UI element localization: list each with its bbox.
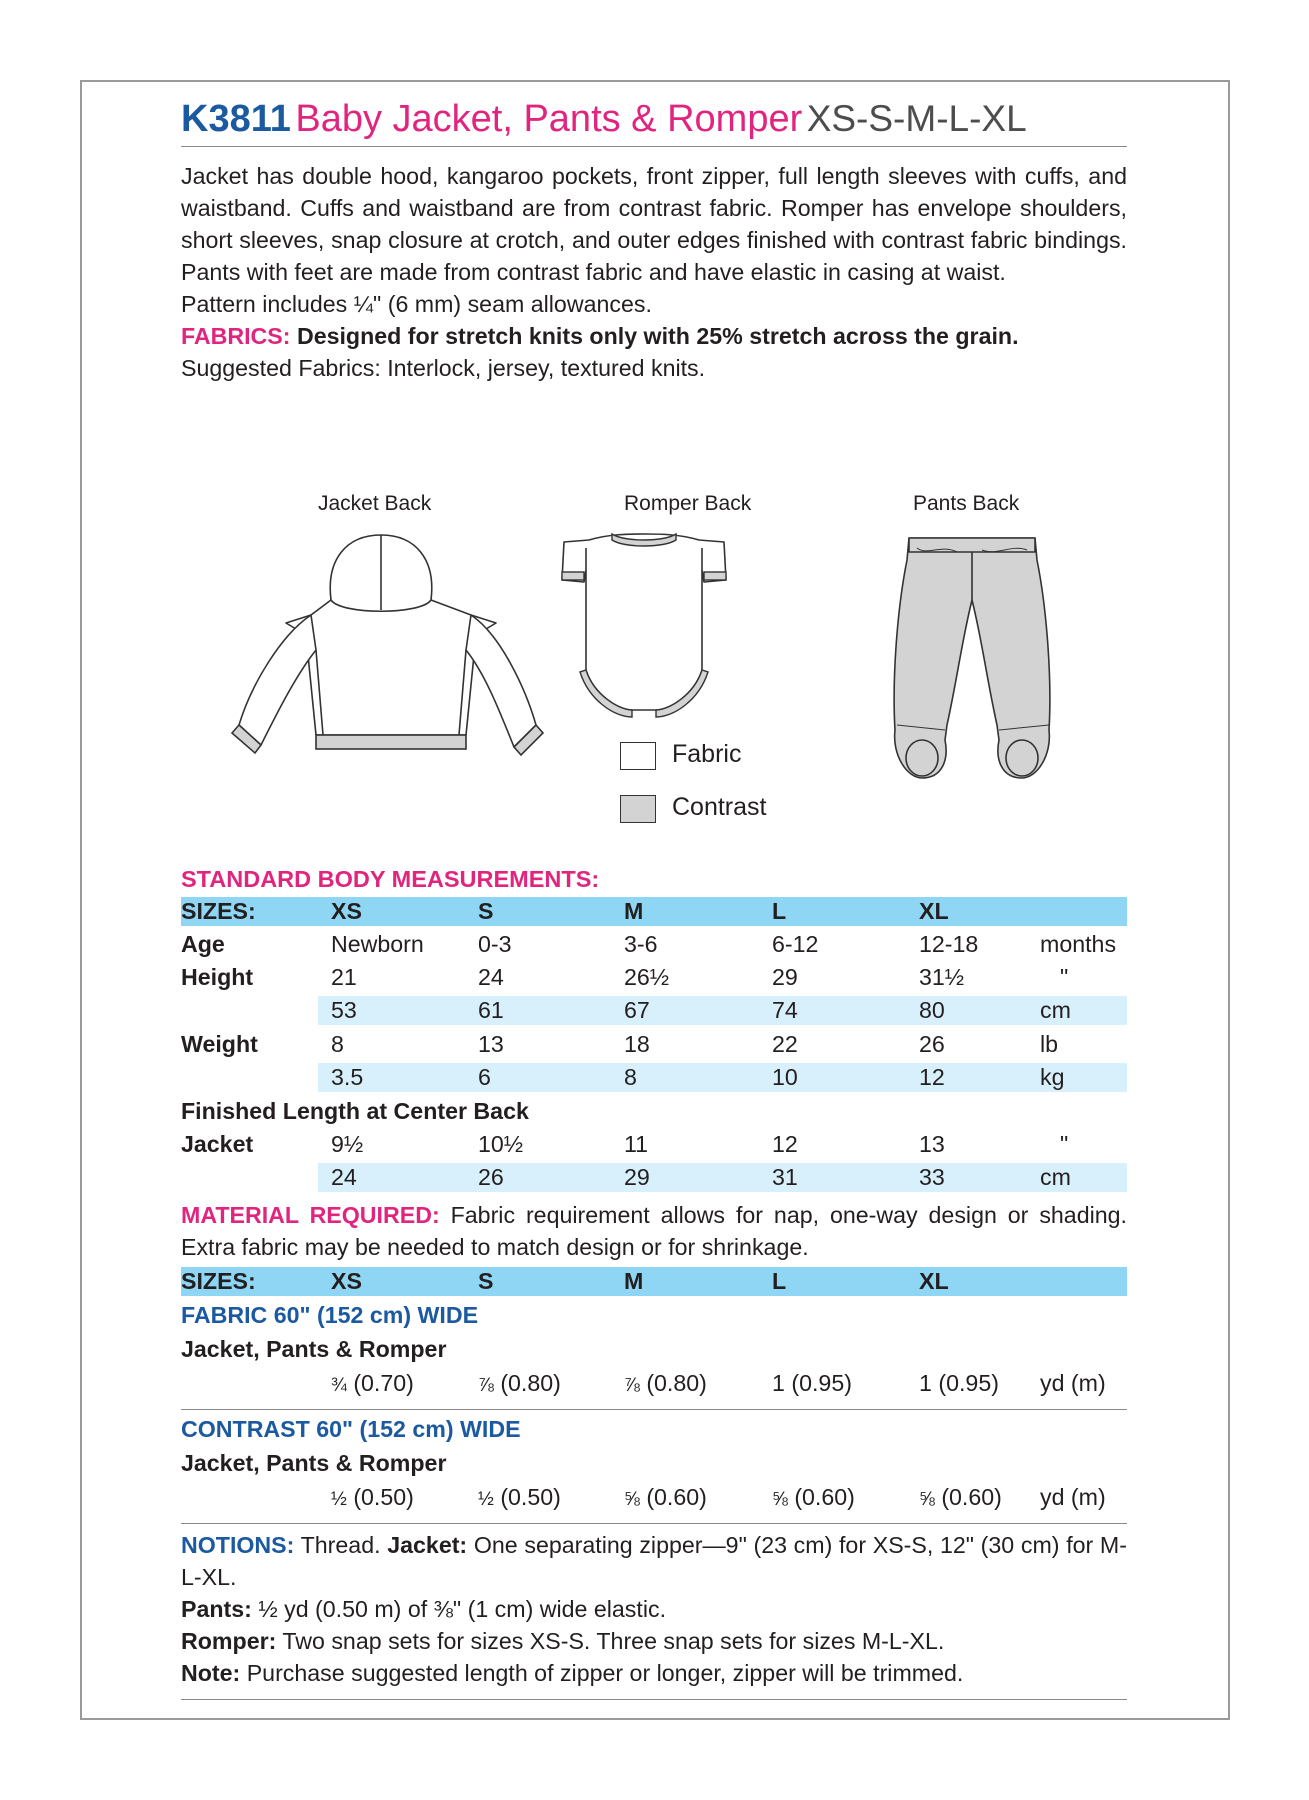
cell: 8 <box>331 1031 344 1057</box>
material-text: Fabric requirement allows for nap, one-way design or shading. Extra fabric may be needed to match design or for shrinkage. <box>181 1202 1127 1260</box>
legend-fabric-label: Fabric <box>672 740 742 768</box>
sizes-label: SIZES: <box>181 898 256 924</box>
pants-caption: Pants Back <box>913 492 1020 515</box>
cell: ⅞ (0.80) <box>478 1370 561 1396</box>
unit: months <box>1040 931 1117 957</box>
cell: 31 <box>772 1164 798 1190</box>
cell: 21 <box>331 964 357 990</box>
row-label: Height <box>181 964 254 990</box>
cell: 3-6 <box>624 931 658 957</box>
cell: 24 <box>331 1164 357 1190</box>
height-cm-row <box>318 996 1127 1025</box>
jacket-length-cm-row <box>318 1163 1127 1192</box>
size-m: M <box>624 898 644 924</box>
romper-back-drawing <box>544 530 744 730</box>
cell: 1 (0.95) <box>772 1370 852 1396</box>
cell: 67 <box>624 997 650 1023</box>
unit: " <box>1060 1131 1069 1157</box>
description-block <box>181 160 1127 384</box>
cell: ⅝ (0.60) <box>624 1484 707 1510</box>
cell: 26 <box>478 1164 504 1190</box>
cell: 8 <box>624 1064 637 1090</box>
size-s: S <box>478 898 494 924</box>
pattern-header <box>181 98 1127 147</box>
cell: 6 <box>478 1064 491 1090</box>
divider <box>181 1699 1127 1700</box>
cell: ⅝ (0.60) <box>919 1484 1002 1510</box>
weight-lb-row <box>181 1030 1127 1059</box>
measurements-title: STANDARD BODY MEASUREMENTS: <box>181 866 600 892</box>
contrast-item: Jacket, Pants & Romper <box>181 1450 447 1476</box>
size-m: M <box>624 1268 644 1294</box>
divider <box>181 1409 1127 1410</box>
fabric-heading: FABRIC 60" (152 cm) WIDE <box>181 1302 479 1328</box>
suggested-fabrics: Suggested Fabrics: Interlock, jersey, textured knits. <box>181 355 706 381</box>
cell: 24 <box>478 964 504 990</box>
unit: lb <box>1040 1031 1059 1057</box>
pattern-code: K3811 <box>181 98 291 140</box>
fabrics-text: Designed for stretch knits only with 25% stretch across the grain. <box>296 323 1019 349</box>
weight-kg-row <box>318 1063 1127 1092</box>
unit: kg <box>1040 1064 1065 1090</box>
height-in-row <box>181 963 1127 992</box>
size-xs: XS <box>331 898 362 924</box>
finished-length-heading: Finished Length at Center Back <box>181 1098 529 1124</box>
notions-pants: Pants: ½ yd (0.50 m) of ⅜" (1 cm) wide elastic. <box>181 1596 667 1622</box>
unit: yd (m) <box>1040 1370 1106 1396</box>
jacket-caption: Jacket Back <box>318 492 432 515</box>
cell: 53 <box>331 997 357 1023</box>
cell: 10½ <box>478 1131 524 1157</box>
pattern-title: Baby Jacket, Pants & Romper <box>295 98 803 140</box>
cell: 61 <box>478 997 504 1023</box>
cell: 9½ <box>331 1131 364 1157</box>
cell: ⅞ (0.80) <box>624 1370 707 1396</box>
cell: 29 <box>624 1164 650 1190</box>
unit: cm <box>1040 1164 1071 1190</box>
cell: 12-18 <box>919 931 979 957</box>
cell: 80 <box>919 997 945 1023</box>
cell: 74 <box>772 997 798 1023</box>
cell: 3.5 <box>331 1064 364 1090</box>
material-required <box>181 1199 1127 1263</box>
material-sizes-row <box>181 1267 1127 1296</box>
garment-description: Jacket has double hood, kangaroo pockets, front zipper, full length sleeves with cuffs, and waistband. Cuffs and waistband are from contrast fabric. Romper has envelope shoulders, short sleeves, snap closure at crotch, and outer edges finished with contrast fabric bindings. Pants with feet are made from contrast fabric and have elastic in casing at waist. <box>181 163 1127 285</box>
size-xs: XS <box>331 1268 362 1294</box>
divider <box>181 1523 1127 1524</box>
fabric-yardage-row <box>181 1369 1127 1398</box>
cell: 12 <box>772 1131 798 1157</box>
size-s: S <box>478 1268 494 1294</box>
legend-fabric-swatch <box>620 742 656 770</box>
jacket-length-in-row <box>181 1130 1127 1159</box>
row-label: Age <box>181 931 225 957</box>
notions-block <box>181 1529 1127 1689</box>
cell: 31½ <box>919 964 965 990</box>
notions-romper: Romper: Two snap sets for sizes XS-S. Three snap sets for sizes M-L-XL. <box>181 1628 945 1654</box>
cell: ⅝ (0.60) <box>772 1484 855 1510</box>
unit: yd (m) <box>1040 1484 1106 1510</box>
size-xl: XL <box>919 898 949 924</box>
sizes-label: SIZES: <box>181 1268 256 1294</box>
age-row <box>181 930 1127 959</box>
cell: 11 <box>624 1131 649 1157</box>
size-l: L <box>772 1268 787 1294</box>
sizes-header-row <box>181 897 1127 926</box>
row-label: Jacket <box>181 1131 254 1157</box>
seam-allowance: Pattern includes ¼" (6 mm) seam allowances. <box>181 291 652 317</box>
unit: " <box>1060 964 1069 990</box>
cell: Newborn <box>331 931 424 957</box>
cell: 26 <box>919 1031 945 1057</box>
cell: 13 <box>478 1031 504 1057</box>
unit: cm <box>1040 997 1071 1023</box>
material-label: MATERIAL REQUIRED: <box>181 1202 440 1228</box>
cell: 6-12 <box>772 931 819 957</box>
notions-label: NOTIONS: <box>181 1532 295 1558</box>
jacket-back-drawing <box>231 535 531 795</box>
cell: 26½ <box>624 964 670 990</box>
size-xl: XL <box>919 1268 949 1294</box>
cell: ½ (0.50) <box>331 1484 414 1510</box>
contrast-yardage-row <box>181 1483 1127 1512</box>
fabric-item: Jacket, Pants & Romper <box>181 1336 447 1362</box>
row-label: Weight <box>181 1031 258 1057</box>
legend-contrast-swatch <box>620 795 656 823</box>
cell: 13 <box>919 1131 945 1157</box>
notions-line: NOTIONS: Thread. Jacket: One separating zipper—9" (23 cm) for XS-S, 12" (30 cm) for M-L-XL. <box>181 1532 1127 1590</box>
cell: ½ (0.50) <box>478 1484 561 1510</box>
cell: 1 (0.95) <box>919 1370 999 1396</box>
romper-caption: Romper Back <box>624 492 752 515</box>
cell: 12 <box>919 1064 945 1090</box>
cell: 29 <box>772 964 798 990</box>
fabrics-line <box>181 320 1127 352</box>
size-l: L <box>772 898 787 924</box>
fabrics-label: FABRICS: <box>181 323 291 349</box>
cell: ¾ (0.70) <box>331 1370 414 1396</box>
cell: 10 <box>772 1064 798 1090</box>
notions-note: Note: Purchase suggested length of zipper or longer, zipper will be trimmed. <box>181 1660 964 1686</box>
size-range: XS-S-M-L-XL <box>806 98 1027 139</box>
pants-back-drawing <box>887 530 1057 790</box>
cell: 0-3 <box>478 931 512 957</box>
cell: 18 <box>624 1031 650 1057</box>
contrast-heading: CONTRAST 60" (152 cm) WIDE <box>181 1416 521 1442</box>
legend-contrast-label: Contrast <box>672 793 767 821</box>
cell: 22 <box>772 1031 798 1057</box>
cell: 33 <box>919 1164 945 1190</box>
